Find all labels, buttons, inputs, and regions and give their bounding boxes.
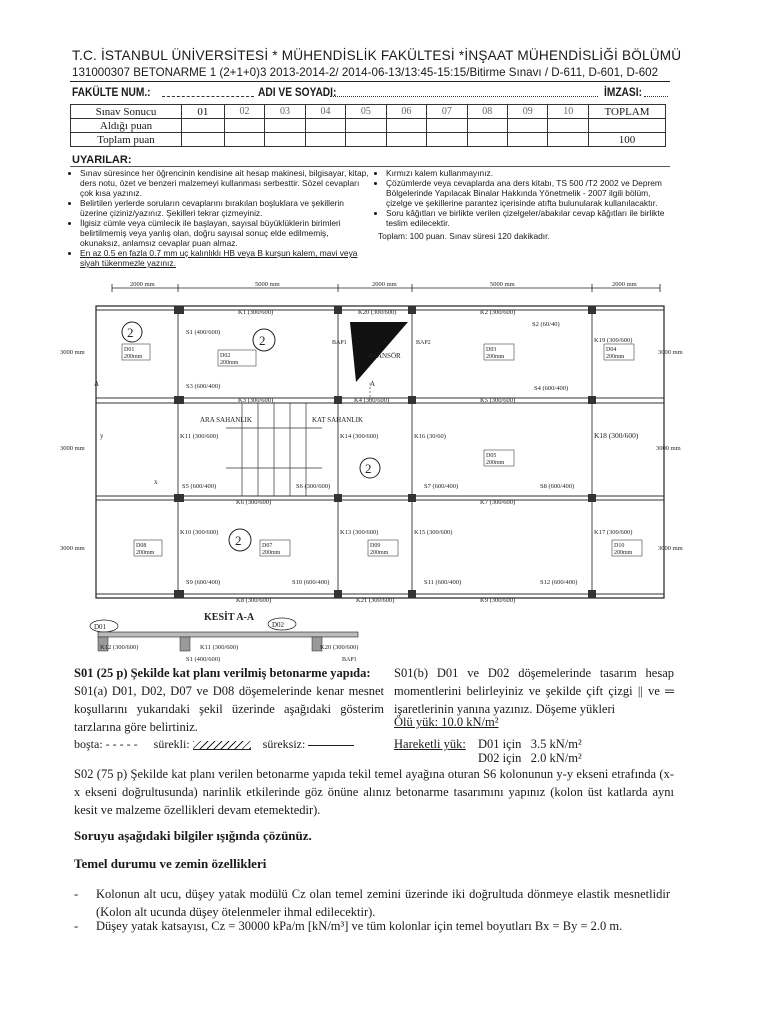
score-cell[interactable] [589, 119, 666, 133]
score-cell[interactable] [467, 119, 507, 133]
exam-title: T.C. İSTANBUL ÜNİVERSİTESİ * MÜHENDİSLİK FAKÜLTESİ *İNŞAAT MÜHENDİSLİĞİ BÖLÜMÜ [72, 48, 682, 63]
dim-top-2: 5000 mm [255, 281, 280, 288]
warnings-right [378, 168, 674, 241]
col-header: 01 [182, 105, 225, 119]
row-label: Aldığı puan [71, 119, 182, 133]
slab-label: D04 [606, 347, 617, 353]
beam-label: K21 (300/600) [356, 597, 395, 604]
row-label: Sınav Sonucu [71, 105, 182, 119]
score-cell[interactable] [346, 119, 386, 133]
col-header: 02 [224, 105, 264, 119]
section-mark: A [370, 380, 376, 388]
score-cell[interactable] [305, 119, 345, 133]
slab-thickness: 200mm [136, 550, 155, 556]
slab-label: D02 [220, 353, 231, 359]
warning-item: • İlgisiz cümle veya cümlecik ile başlayan, sayısal büyüklüklerin birimleri belirtilmemiş veya yanlış olan, doğru sayısal sonuç elde edilmemiş, okunaksız, anlamsız cevaplar puan almaz. [80, 218, 370, 248]
beam-label: K9 (300/600) [480, 597, 516, 604]
section-column: S1 (400/600) [186, 656, 221, 663]
score-cell[interactable] [182, 119, 225, 133]
y-axis-label: y [100, 432, 104, 440]
section-mark: A [94, 380, 100, 388]
warning-item: • En az 0.5 en fazla 0.7 mm uç kalınlıklı HB veya B kurşun kalem, mavi veya siyah tükenmezle yazınız. [80, 248, 370, 268]
beam-label: K2 (300/600) [480, 309, 516, 316]
beam-label: K13 (300/600) [340, 529, 379, 536]
column-label: S4 (600/400) [534, 385, 569, 392]
score-cell[interactable] [508, 119, 548, 133]
column-label: S6 (300/600) [296, 483, 331, 490]
signature-field[interactable] [644, 96, 668, 97]
score-cell [427, 133, 467, 147]
score-cell[interactable] [224, 119, 264, 133]
solve-prompt: Soruyu aşağıdaki bilgiler ışığında çözünüz. [74, 828, 312, 843]
column-label: S5 (600/400) [182, 483, 217, 490]
section-beam: K12 (300/600) [100, 644, 139, 651]
beam-label: K19 (300/600) [594, 337, 633, 344]
circle-mark: 2 [259, 333, 266, 348]
beam-label: K15 (300/600) [414, 529, 453, 536]
dim-side: 3000 mm [658, 349, 683, 356]
slab-label: D07 [262, 543, 273, 549]
row-label: Toplam puan [71, 133, 182, 147]
slab-label: D08 [136, 543, 147, 549]
score-cell [386, 133, 426, 147]
elevator-label: ASANSÖR [368, 352, 401, 360]
score-cell [508, 133, 548, 147]
beam-label: K17 (300/600) [594, 529, 633, 536]
column-label: S1 (400/600) [186, 329, 221, 336]
dim-side: 3000 mm [656, 445, 681, 452]
column-label: S3 (600/400) [186, 383, 221, 390]
slab-label: D01 [124, 347, 135, 353]
col-header: 06 [386, 105, 426, 119]
circle-mark: 2 [127, 325, 134, 340]
slab-thickness: 200mm [486, 460, 505, 466]
column-label: S12 (600/400) [540, 579, 578, 586]
slab-thickness: 200mm [262, 550, 281, 556]
section-beam: K11 (300/600) [200, 644, 239, 651]
column-label: S2 (60/40) [532, 321, 560, 328]
score-row-earned [71, 119, 666, 133]
x-axis-label: x [154, 478, 158, 486]
section-bap: BAP1 [342, 657, 357, 663]
col-header: 03 [265, 105, 305, 119]
name-label: ADI VE SOYADI: [258, 85, 337, 99]
score-cell [265, 133, 305, 147]
s01b-body: S01(b) D01 ve D02 döşemelerinde tasarım hesap momentlerini belirleyiniz ve şekilde çift çizgi || ve ═ işaretlerinin yanına yazınız. Döşeme yükleri [394, 666, 674, 716]
stair-landing-label: ARA SAHANLIK [200, 416, 252, 424]
score-cell [548, 133, 589, 147]
bullet-2: - Düşey yatak katsayısı, Cz = 30000 kPa/m [kN/m³] ve tüm kolonlar için temel boyutları Bx = By = 2.0 m. [74, 917, 670, 935]
name-field[interactable] [330, 96, 598, 97]
score-cell[interactable] [427, 119, 467, 133]
legend-discontinuous: süreksiz: [262, 737, 306, 751]
course-line: 131000307 BETONARME 1 (2+1+0)3 2013-2014-2/ 2014-06-13/13:45-15:15/Bitirme Sınavı / D-611, D-601, D-602 [72, 66, 659, 79]
faculty-number-field[interactable] [162, 96, 254, 97]
dim-side: 3000 mm [60, 545, 85, 552]
section-slab-right: D02 [272, 621, 285, 629]
warnings-left [72, 168, 370, 268]
continuous-hatch [193, 741, 251, 750]
warning-item: • Soru kâğıtları ve birlikte verilen çizelgeler/abakılar cevap kâğıtları ile birlikte teslim edilecektir. [386, 208, 674, 228]
score-cell[interactable] [265, 119, 305, 133]
beam-label: K16 (30/60) [414, 433, 446, 440]
slab-thickness: 200mm [124, 354, 143, 360]
total-header: TOPLAM [589, 105, 666, 119]
live-load-label: Hareketli yük: [394, 737, 466, 751]
signature-label: İMZASI: [604, 85, 642, 99]
score-cell [305, 133, 345, 147]
s01b-text [394, 664, 674, 718]
foundation-heading: Temel durumu ve zemin özellikleri [74, 856, 267, 871]
legend-row [74, 737, 354, 752]
beam-label: K3 (300/600) [238, 397, 274, 404]
beam-label: K5 (300/600) [480, 397, 516, 404]
dim-side: 3000 mm [658, 545, 683, 552]
column-label: S8 (600/400) [540, 483, 575, 490]
beam-label: K7 (300/600) [480, 499, 516, 506]
legend-continuous: sürekli: [153, 737, 190, 751]
score-cell[interactable] [548, 119, 589, 133]
warning-item: • Belirtilen yerlerde soruların cevaplarını bırakılan boşluklara ve şekillerin üzerine çiziniz/yazınız. Şekilleri tekrar çizmeyiniz. [80, 198, 370, 218]
floor-plan [60, 278, 690, 610]
col-header: 10 [548, 105, 589, 119]
slab-label: D10 [614, 543, 625, 549]
slab-thickness: 200mm [486, 354, 505, 360]
score-cell [346, 133, 386, 147]
beam-label: K20 (300/600) [358, 309, 397, 316]
beam-label: K8 (300/600) [236, 597, 272, 604]
section-aa [86, 606, 386, 668]
bullet-2-text: Düşey yatak katsayısı, Cz = 30000 kPa/m [kN/m³] ve tüm kolonlar için temel boyutları Bx = By = 2.0 m. [96, 919, 623, 933]
beam-label: K6 (300/600) [236, 499, 272, 506]
column-label: S11 (600/400) [424, 579, 462, 586]
bullet-1: - Kolonun alt ucu, düşey yatak modülü Cz olan temel zemini üzerinde iki doğrultuda dönmeye elastik mesnetlidir (Kolon alt ucunda düşey ötelenmeler ihmal edilecektir). [74, 887, 670, 919]
warnings-heading: UYARILAR: [72, 154, 132, 166]
score-cell[interactable] [386, 119, 426, 133]
dim-side: 3000 mm [60, 349, 85, 356]
live-load-d02: D02 için 2.0 kN/m² [478, 751, 582, 765]
live-load-d01: D01 için 3.5 kN/m² [478, 737, 582, 751]
section-slab-left: D01 [94, 623, 107, 631]
circle-mark: 2 [365, 461, 372, 476]
beam-label: K1 (300/600) [238, 309, 274, 316]
beam-label: K18 (300/600) [594, 431, 639, 440]
faculty-number-label: FAKÜLTE NUM.: [72, 85, 151, 99]
bap2-label: BAP2 [416, 340, 431, 346]
slab-thickness: 200mm [370, 550, 389, 556]
score-row-result [71, 105, 666, 119]
score-cell [467, 133, 507, 147]
score-table [70, 104, 666, 147]
section-title: KESİT A-A [204, 612, 255, 623]
col-header: 09 [508, 105, 548, 119]
col-header: 05 [346, 105, 386, 119]
beam-label: K4 (300/600) [354, 397, 390, 404]
beam-label: K14 (300/600) [340, 433, 379, 440]
score-row-total [71, 133, 666, 147]
legend-empty: boşta: - - - - - [74, 737, 138, 751]
section-beam: K20 (300/600) [320, 644, 359, 651]
dim-top-3: 2000 mm [372, 281, 397, 288]
slab-label: D05 [486, 453, 497, 459]
slab-thickness: 200mm [606, 354, 625, 360]
beam-label: K10 (300/600) [180, 529, 219, 536]
warning-item: • Çözümlerde veya cevaplarda ana ders kitabı, TS 500 /T2 2002 ve Deprem Bölgelerinde Yapılacak Binalar Hakkında Yönetmelik - 2007 ilgili bölüm, çizelge ve şekillerine parantez içerisinde atıfta bulunularak kullanılacaktır. [386, 178, 674, 208]
s02-text: S02 (75 p) Şekilde kat planı verilen betonarme yapıda tekil temel ayağına oturan S6 kolonunun y-y ekseni etrafında (x-x ekseni doğrultusunda) narinlik etkilerinde göz önüne alınız betonarme tasarımını yapınız (kolon üst katlarda aynı kesit ve malzeme özellikleri devam etemektedir). [74, 767, 674, 817]
dead-load: Ölü yük: 10.0 kN/m² [394, 715, 499, 729]
s01-intro: S01 (25 p) Şekilde kat planı verilmiş betonarme yapıda: [74, 666, 371, 680]
dim-top-5: 2000 mm [612, 281, 637, 288]
dim-top-1: 2000 mm [130, 281, 155, 288]
beam-label: K11 (300/600) [180, 433, 219, 440]
warnings-footer: Toplam: 100 puan. Sınav süresi 120 dakikadır. [378, 231, 550, 241]
slab-label: D09 [370, 543, 381, 549]
warning-item: • Sınav süresince her öğrencinin kendisine ait hesap makinesi, bilgisayar, kitap, ders notu, özet ve benzeri malzemeyi kullanması serbesttir. Sözel cevapları çok kısa yazınız. [80, 168, 370, 198]
col-header: 07 [427, 105, 467, 119]
column-label: S7 (600/400) [424, 483, 459, 490]
circle-mark: 2 [235, 533, 242, 548]
discontinuous-line [308, 745, 354, 746]
bullet-1-text: Kolonun alt ucu, düşey yatak modülü Cz olan temel zemini üzerinde iki doğrultuda dönmeye elastik mesnetlidir (Kolon alt ucunda düşey ötelenmeler ihmal edilecektir). [96, 887, 670, 919]
score-cell [182, 133, 225, 147]
slab-thickness: 200mm [614, 550, 633, 556]
col-header: 04 [305, 105, 345, 119]
dim-side: 3000 mm [60, 445, 85, 452]
slab-thickness: 200mm [220, 360, 239, 366]
bap1-label: BAP1 [332, 340, 347, 346]
s01a-text: S01(a) D01, D02, D07 ve D08 döşemelerinde kenar mesnet koşullarını yukarıdaki şekil üzerinde aşağıdaki gösterim tarzlarına göre belirtiniz. [74, 684, 384, 734]
column-label: S9 (600/400) [186, 579, 221, 586]
warning-item: • Kırmızı kalem kullanmayınız. [386, 168, 674, 178]
slab-label: D03 [486, 347, 497, 353]
total-points: 100 [589, 133, 666, 147]
column-label: S10 (600/400) [292, 579, 330, 586]
dim-top-4: 5000 mm [490, 281, 515, 288]
col-header: 08 [467, 105, 507, 119]
score-cell [224, 133, 264, 147]
floor-landing-label: KAT SAHANLIK [312, 416, 364, 424]
